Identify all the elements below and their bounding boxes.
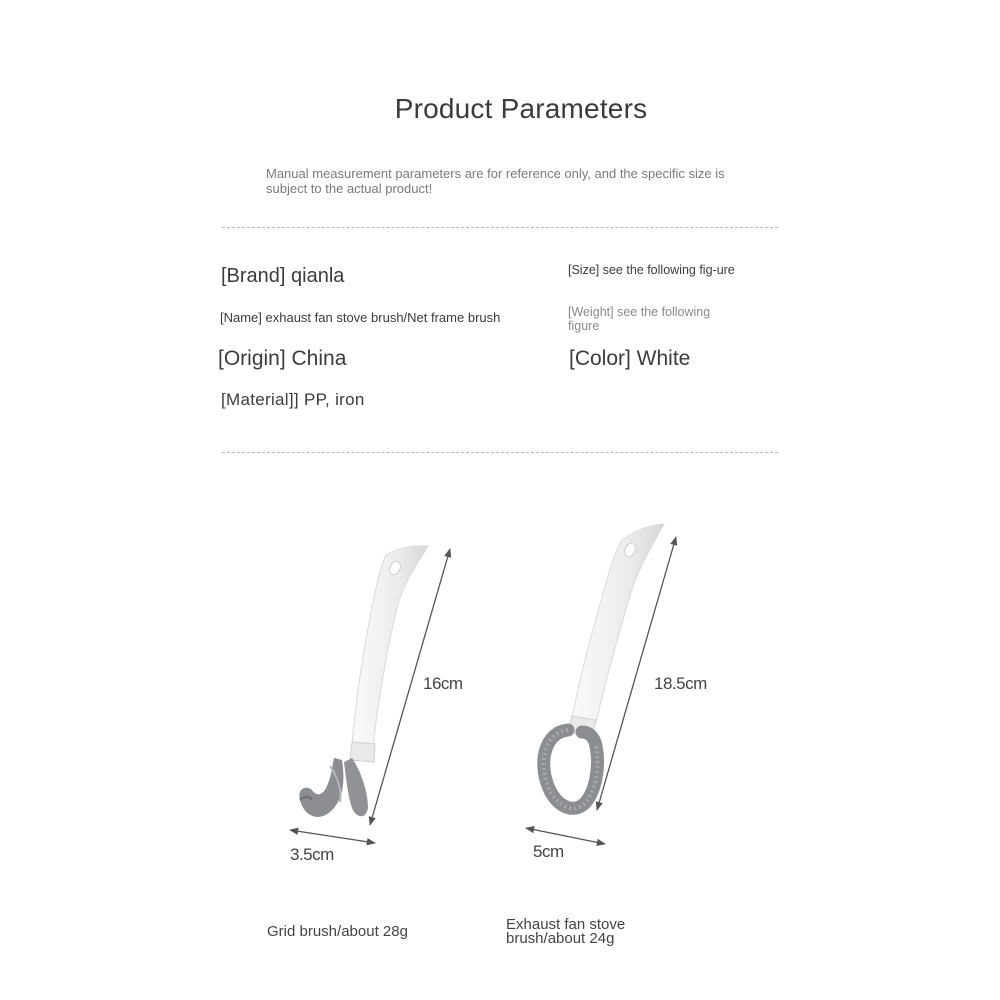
param-weight: [Weight] see the following figure: [568, 305, 711, 333]
fan-brush-length-label: 18.5cm: [654, 674, 707, 693]
param-material: [Material]] PP, iron: [221, 390, 365, 409]
fan-brush-width-label: 5cm: [533, 842, 564, 861]
grid-brush-caption: Grid brush/about 28g: [267, 923, 408, 940]
param-name: [Name] exhaust fan stove brush/Net frame brush: [220, 310, 501, 325]
param-brand: [Brand] qianla: [221, 265, 345, 287]
page-title: Product Parameters: [394, 93, 648, 124]
fan-brush-caption: Exhaust fan stove brush/about 24g: [506, 916, 626, 947]
param-origin: [Origin] China: [218, 347, 347, 370]
param-color: [Color] White: [569, 347, 691, 370]
grid-brush-length-label: 16cm: [423, 674, 463, 693]
param-size: [Size] see the following fig-ure: [568, 263, 735, 277]
fan-brush-loop-bristles-icon: [544, 730, 598, 808]
grid-brush-width-label: 3.5cm: [290, 845, 334, 864]
grid-brush-bristles-icon: [299, 758, 368, 817]
grid-brush-image: [290, 546, 450, 843]
measurement-note: Manual measurement parameters are for reference only, and the specific size is subject to the actual product!: [266, 166, 725, 196]
